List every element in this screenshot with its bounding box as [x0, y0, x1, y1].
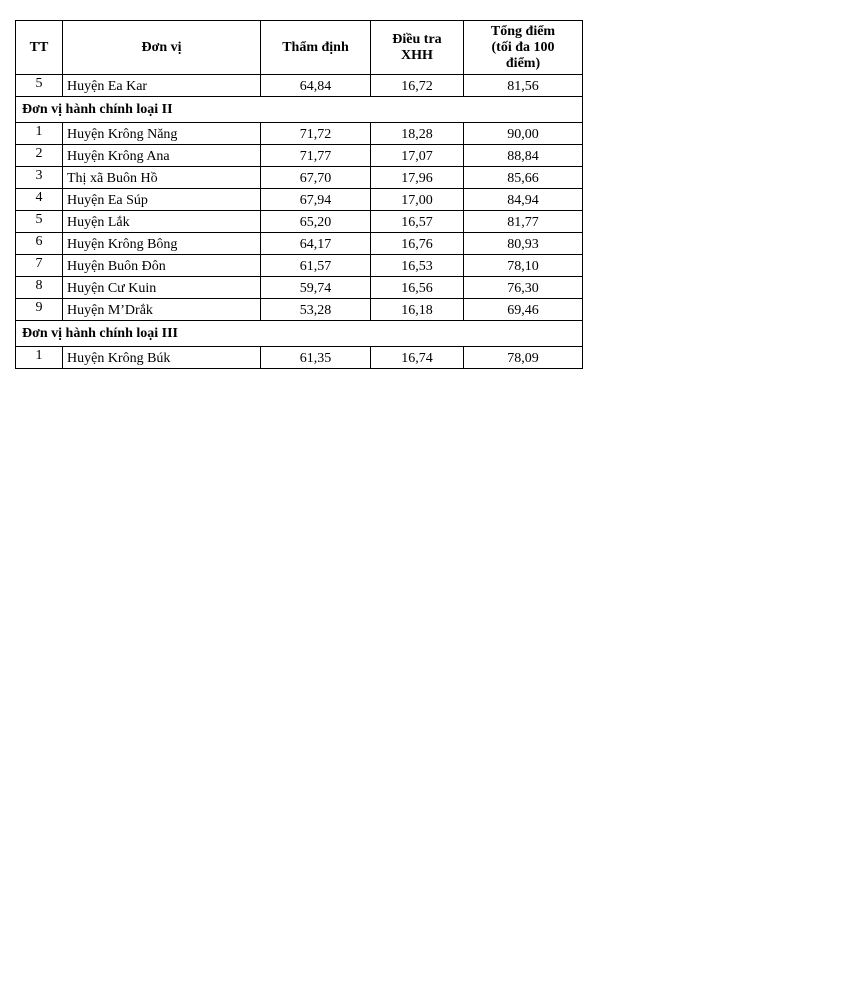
- cell-appraisal: 64,84: [261, 75, 371, 97]
- cell-appraisal: 65,20: [261, 211, 371, 233]
- cell-tt: 2: [16, 145, 63, 167]
- cell-tt: 3: [16, 167, 63, 189]
- table-row: [16, 145, 583, 167]
- cell-appraisal: 61,35: [261, 347, 371, 369]
- cell-appraisal: 71,77: [261, 145, 371, 167]
- cell-survey: 17,00: [371, 189, 464, 211]
- cell-appraisal: 53,28: [261, 299, 371, 321]
- cell-unit-name: Huyện Lắk: [63, 211, 261, 233]
- cell-unit-name: Thị xã Buôn Hồ: [63, 167, 261, 189]
- header-survey-line2: XHH: [401, 47, 433, 63]
- header-tt: TT: [16, 21, 63, 75]
- table-body: [16, 75, 583, 369]
- cell-tt: 7: [16, 255, 63, 277]
- group-heading-row: [16, 97, 583, 123]
- cell-total: 81,56: [464, 75, 583, 97]
- table-row: [16, 299, 583, 321]
- cell-appraisal: 59,74: [261, 277, 371, 299]
- cell-survey: 16,56: [371, 277, 464, 299]
- cell-survey: 16,76: [371, 233, 464, 255]
- cell-tt: 5: [16, 75, 63, 97]
- header-total: [464, 21, 583, 75]
- cell-unit-name: Huyện Ea Súp: [63, 189, 261, 211]
- cell-survey: 16,53: [371, 255, 464, 277]
- cell-total: 84,94: [464, 189, 583, 211]
- cell-unit-name: Huyện M’Drắk: [63, 299, 261, 321]
- header-appraisal: Thẩm định: [261, 21, 371, 75]
- table-row: [16, 189, 583, 211]
- cell-total: 81,77: [464, 211, 583, 233]
- header-total-line3: điểm): [505, 55, 541, 71]
- cell-tt: 1: [16, 347, 63, 369]
- cell-unit-name: Huyện Krông Năng: [63, 123, 261, 145]
- group-heading: Đơn vị hành chính loại II: [16, 97, 583, 123]
- group-heading-row: [16, 321, 583, 347]
- cell-appraisal: 71,72: [261, 123, 371, 145]
- header-unit: Đơn vị: [63, 21, 261, 75]
- cell-survey: 16,72: [371, 75, 464, 97]
- cell-total: 88,84: [464, 145, 583, 167]
- cell-survey: 17,07: [371, 145, 464, 167]
- cell-total: 78,10: [464, 255, 583, 277]
- header-survey: [371, 21, 464, 75]
- cell-tt: 1: [16, 123, 63, 145]
- cell-appraisal: 67,70: [261, 167, 371, 189]
- cell-unit-name: Huyện Ea Kar: [63, 75, 261, 97]
- cell-total: 80,93: [464, 233, 583, 255]
- header-total-line1: Tổng điểm: [490, 23, 556, 39]
- table-row: [16, 211, 583, 233]
- table-row: [16, 347, 583, 369]
- cell-unit-name: Huyện Krông Búk: [63, 347, 261, 369]
- cell-appraisal: 64,17: [261, 233, 371, 255]
- cell-survey: 16,74: [371, 347, 464, 369]
- cell-tt: 6: [16, 233, 63, 255]
- cell-survey: 18,28: [371, 123, 464, 145]
- table-header-row: [16, 21, 583, 75]
- table-row: [16, 123, 583, 145]
- cell-tt: 8: [16, 277, 63, 299]
- cell-total: 90,00: [464, 123, 583, 145]
- header-survey-line1: Điều tra: [392, 31, 442, 47]
- table-row: [16, 167, 583, 189]
- header-total-line2: (tối đa 100: [491, 39, 555, 55]
- cell-appraisal: 61,57: [261, 255, 371, 277]
- cell-tt: 9: [16, 299, 63, 321]
- cell-total: 76,30: [464, 277, 583, 299]
- table-row: [16, 75, 583, 97]
- table-row: [16, 255, 583, 277]
- group-heading: Đơn vị hành chính loại III: [16, 321, 583, 347]
- cell-unit-name: Huyện Buôn Đôn: [63, 255, 261, 277]
- score-table: [15, 20, 583, 369]
- cell-tt: 4: [16, 189, 63, 211]
- cell-total: 85,66: [464, 167, 583, 189]
- cell-unit-name: Huyện Krông Bông: [63, 233, 261, 255]
- cell-survey: 16,57: [371, 211, 464, 233]
- cell-survey: 17,96: [371, 167, 464, 189]
- cell-total: 78,09: [464, 347, 583, 369]
- cell-unit-name: Huyện Cư Kuin: [63, 277, 261, 299]
- cell-total: 69,46: [464, 299, 583, 321]
- table-row: [16, 277, 583, 299]
- cell-appraisal: 67,94: [261, 189, 371, 211]
- cell-unit-name: Huyện Krông Ana: [63, 145, 261, 167]
- table-row: [16, 233, 583, 255]
- cell-tt: 5: [16, 211, 63, 233]
- cell-survey: 16,18: [371, 299, 464, 321]
